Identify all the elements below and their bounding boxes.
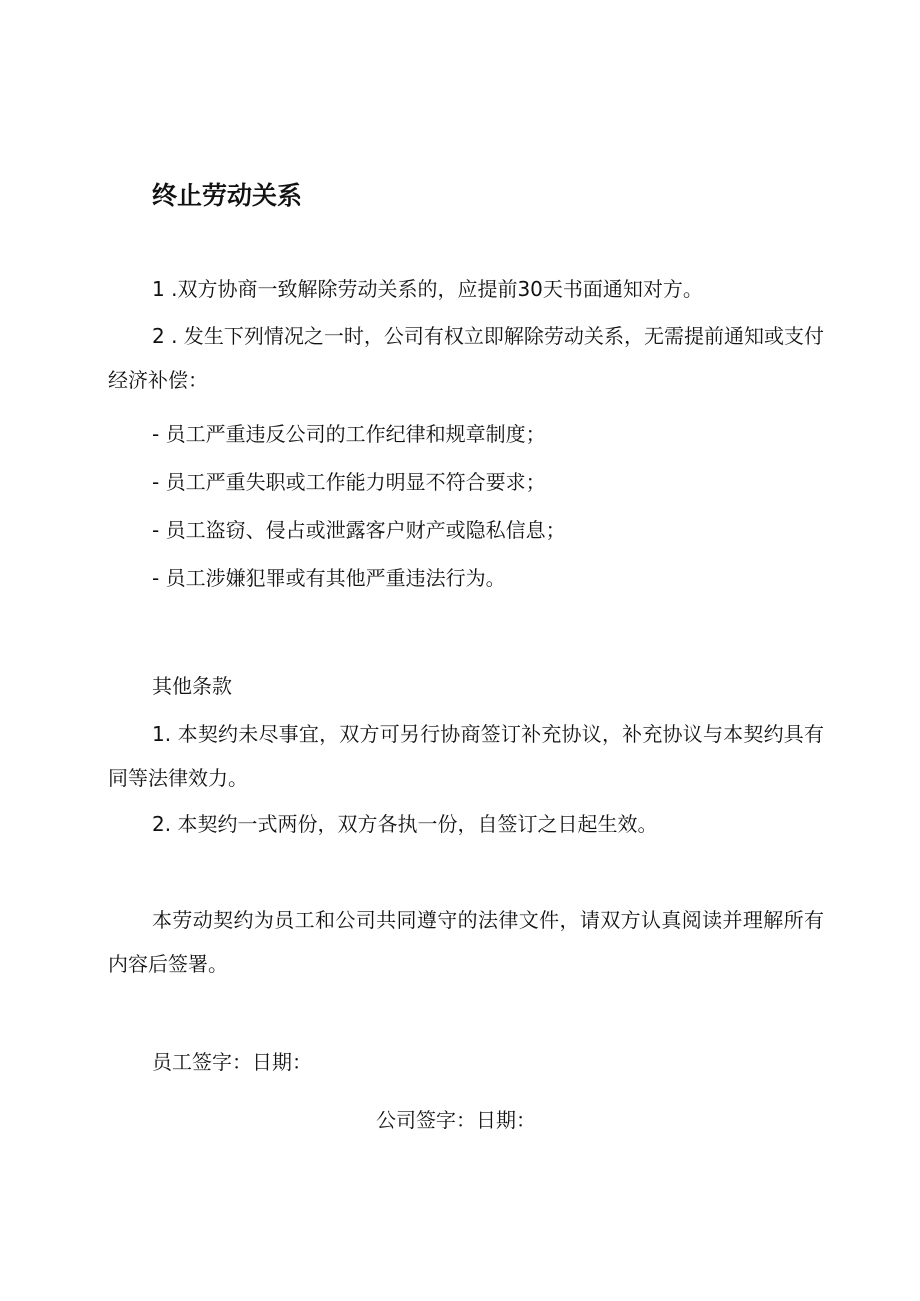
employee-signature-line: 员工签字：日期： [152, 1050, 312, 1074]
termination-item-2: 2 . 发生下列情况之一时，公司有权立即解除劳动关系，无需提前通知或支付经济补偿： [108, 324, 824, 392]
other-item-1: 1. 本契约未尽事宜，双方可另行协商签订补充协议，补充协议与本契约具有同等法律效力。 [108, 722, 824, 790]
termination-bullet-3: - 员工盗窃、侵占或泄露客户财产或隐私信息； [152, 518, 566, 542]
termination-bullet-1: - 员工严重违反公司的工作纪律和规章制度； [152, 422, 546, 446]
company-signature-line: 公司签字：日期： [376, 1108, 536, 1132]
closing-paragraph: 本劳动契约为员工和公司共同遵守的法律文件，请双方认真阅读并理解所有内容后签署。 [108, 908, 824, 976]
other-item-2: 2. 本契约一式两份，双方各执一份，自签订之日起生效。 [152, 812, 658, 836]
termination-bullet-4: - 员工涉嫌犯罪或有其他严重违法行为。 [152, 566, 506, 590]
section-title-other: 其他条款 [152, 674, 232, 698]
termination-item-1: 1 .双方协商一致解除劳动关系的，应提前30天书面通知对方。 [152, 277, 703, 301]
termination-bullet-2: - 员工严重失职或工作能力明显不符合要求； [152, 470, 546, 494]
section-title-termination: 终止劳动关系 [152, 181, 303, 210]
